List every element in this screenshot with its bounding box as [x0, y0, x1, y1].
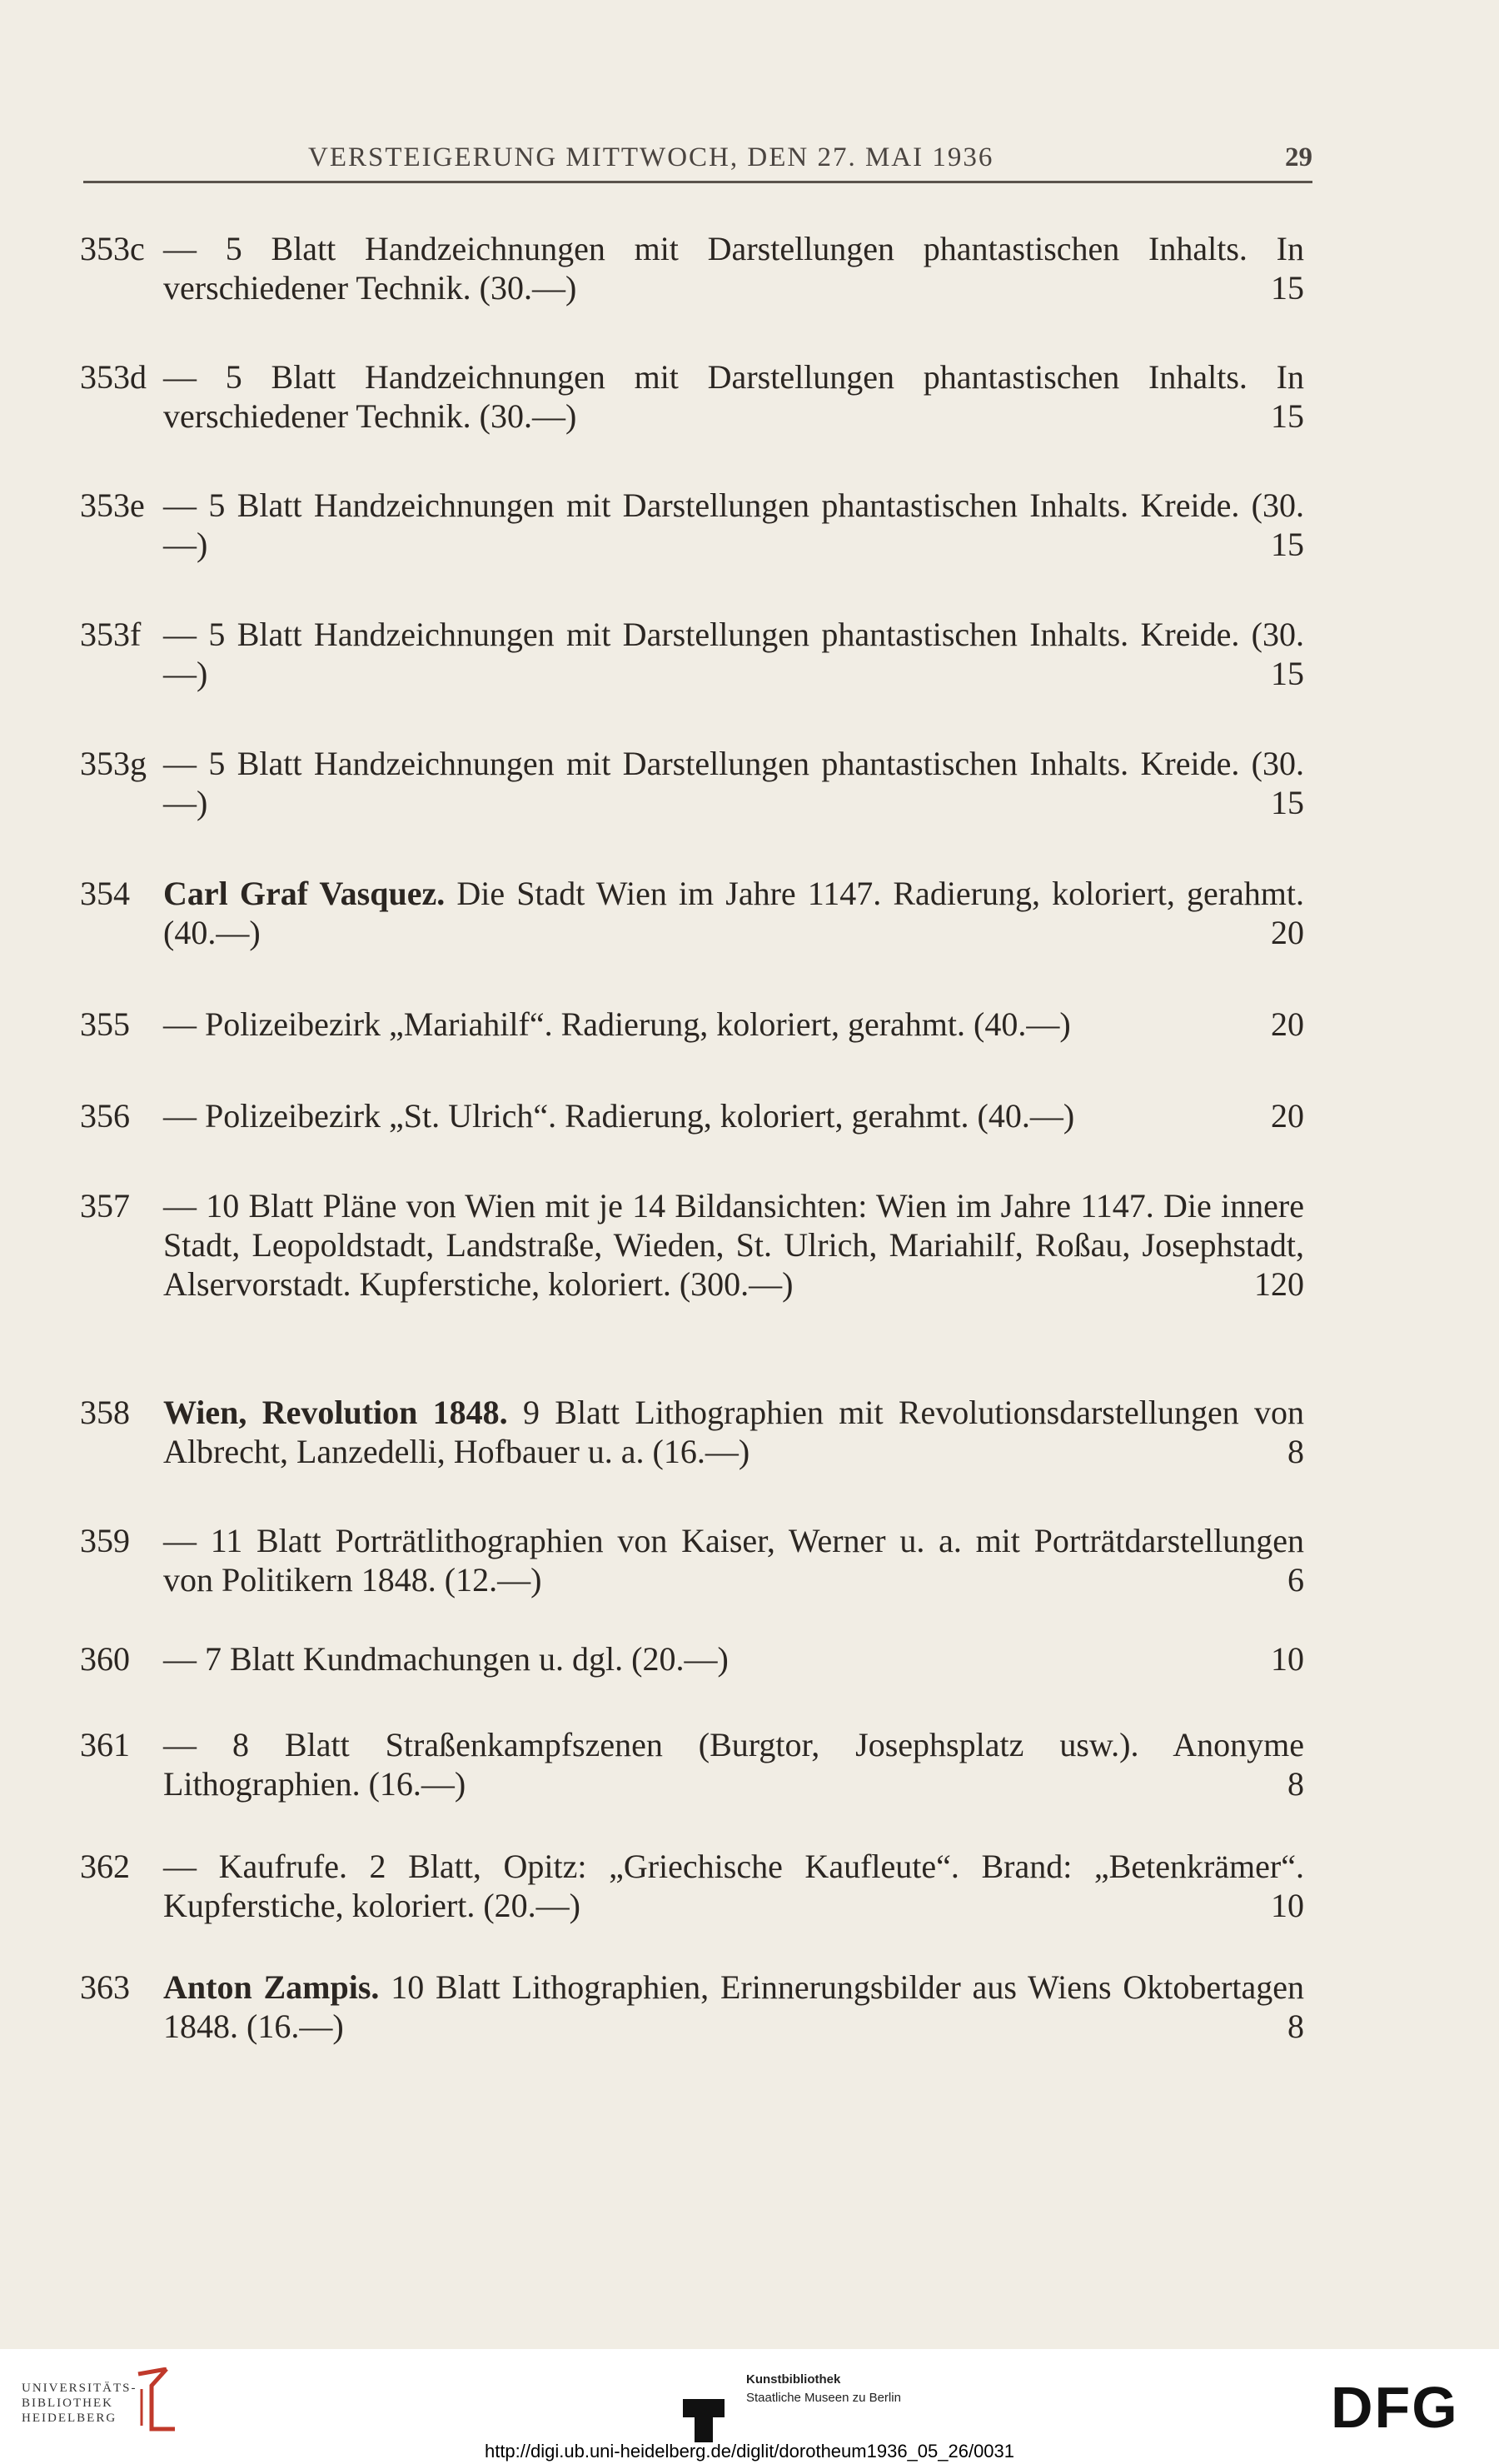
entry-description: — 8 Blatt Straßenkampfszenen (Burgtor, Josephsplatz usw.). Anonyme Lithographien. (16.—): [163, 1726, 1304, 1803]
entry-description: — Polizeibezirk „St. Ulrich“. Radierung, koloriert, gerahmt. (40.—): [163, 1097, 1075, 1135]
dfg-logo: DFG: [1331, 2375, 1459, 2440]
catalog-entry: [80, 357, 1304, 436]
entry-text: [163, 357, 1304, 436]
lot-number: 353f: [80, 616, 142, 653]
entry-text: [163, 1968, 1304, 2046]
entry-description: — 10 Blatt Pläne von Wien mit je 14 Bildansichten: Wien im Jahre 1147. Die innere Stadt, Leopoldstadt, Landstraße, Wieden, St. Ulrich, Mariahilf, Roßau, Josephstadt, Alservorstadt. Kupferstiche, koloriert. (300.—): [163, 1187, 1304, 1303]
entry-price: 15: [1271, 655, 1304, 692]
entry-description: — 11 Blatt Porträtlithographien von Kaiser, Werner u. a. mit Porträtdarstellungen von Politikern 1848. (12.—): [163, 1522, 1304, 1599]
entry-text: [163, 744, 1304, 822]
catalog-entry: [80, 486, 1304, 564]
lot-number: 354: [80, 875, 130, 912]
entry-description: — 5 Blatt Handzeichnungen mit Darstellungen phantastischen Inhalts. Kreide. (30.—): [163, 486, 1304, 563]
entry-price: 120: [1254, 1265, 1304, 1303]
catalog-entry: [80, 874, 1304, 952]
entry-price: 20: [1271, 914, 1304, 951]
university-logo-icon: [133, 2367, 180, 2432]
entry-description: 10 Blatt Lithographien, Erinnerungsbilder aus Wiens Oktobertagen 1848. (16.—): [163, 1968, 1305, 2045]
entry-price: 15: [1271, 397, 1304, 435]
entry-text: [163, 1725, 1304, 1803]
entry-text: [163, 1393, 1304, 1471]
catalog-entry: [80, 615, 1304, 693]
kunstbibliothek-sub: Staatliche Museen zu Berlin: [746, 2391, 901, 2405]
running-title: VERSTEIGERUNG MITTWOCH, DEN 27. MAI 1936: [308, 142, 994, 172]
page-number: 29: [1285, 142, 1312, 172]
entry-price: 15: [1271, 526, 1304, 563]
entry-price: 10: [1271, 1887, 1304, 1924]
lot-number: 357: [80, 1187, 130, 1225]
lot-number: 363: [80, 1968, 130, 2006]
entry-description: 9 Blatt Lithographien mit Revolutionsdarstellungen von Albrecht, Lanzedelli, Hofbauer u. a. (16.—): [163, 1394, 1304, 1470]
entry-price: 10: [1271, 1640, 1304, 1678]
lot-number: 356: [80, 1097, 130, 1135]
entry-text: [163, 1521, 1304, 1599]
catalog-entry: [80, 1847, 1304, 1925]
entry-text: [163, 1639, 1304, 1678]
kunstbibliothek-logo-icon: [683, 2399, 725, 2442]
entry-description: — 5 Blatt Handzeichnungen mit Darstellungen phantastischen Inhalts. In verschiedener Technik. (30.—): [163, 358, 1304, 435]
entry-lead: Wien, Revolution 1848.: [163, 1394, 508, 1431]
entry-price: 20: [1271, 1097, 1304, 1135]
catalog-entry: [80, 1186, 1304, 1304]
catalog-entry: [80, 1639, 1304, 1678]
entry-text: [163, 1005, 1304, 1044]
university-line: UNIVERSITÄTS-: [22, 2382, 137, 2395]
entry-price: 6: [1287, 1561, 1304, 1599]
university-library-name: [22, 2381, 137, 2426]
entry-description: — 5 Blatt Handzeichnungen mit Darstellungen phantastischen Inhalts. In verschiedener Technik. (30.—): [163, 230, 1304, 307]
catalog-entry: [80, 1521, 1304, 1599]
lot-number: 353g: [80, 745, 147, 782]
lot-number: 359: [80, 1522, 130, 1559]
entry-text: [163, 1096, 1304, 1135]
digitization-footer: [0, 2349, 1499, 2464]
entry-text: [163, 1186, 1304, 1304]
university-line: HEIDELBERG: [22, 2412, 117, 2425]
entry-price: 20: [1271, 1005, 1304, 1043]
entry-description: — 5 Blatt Handzeichnungen mit Darstellungen phantastischen Inhalts. Kreide. (30.—): [163, 745, 1304, 821]
catalog-entry: [80, 1005, 1304, 1044]
source-url[interactable]: http://digi.ub.uni-heidelberg.de/diglit/dorotheum1936_05_26/0031: [484, 2441, 1015, 2462]
university-line: BIBLIOTHEK: [22, 2397, 113, 2410]
entry-text: [163, 486, 1304, 564]
entry-text: [163, 1847, 1304, 1925]
catalog-entry: [80, 1968, 1304, 2046]
catalog-entry: [80, 1725, 1304, 1803]
catalog-entry: [80, 1096, 1304, 1135]
entry-price: 8: [1287, 1765, 1304, 1803]
entry-price: 8: [1287, 1433, 1304, 1470]
lot-number: 353c: [80, 230, 145, 267]
lot-number: 361: [80, 1726, 130, 1763]
entry-price: 15: [1271, 269, 1304, 307]
lot-number: 360: [80, 1640, 130, 1678]
catalog-entry: [80, 1393, 1304, 1471]
catalog-entry: [80, 229, 1304, 307]
entry-price: 8: [1287, 2008, 1304, 2045]
entry-text: [163, 874, 1304, 952]
entry-description: — Kaufrufe. 2 Blatt, Opitz: „Griechische Kaufleute“. Brand: „Betenkrämer“. Kupferstiche, koloriert. (20.—): [163, 1848, 1304, 1924]
entry-description: — 7 Blatt Kundmachungen u. dgl. (20.—): [163, 1640, 729, 1678]
entry-lead: Anton Zampis.: [163, 1968, 380, 2006]
lot-number: 355: [80, 1005, 130, 1043]
entry-description: — 5 Blatt Handzeichnungen mit Darstellungen phantastischen Inhalts. Kreide. (30.—): [163, 616, 1304, 692]
lot-number: 353d: [80, 358, 147, 396]
entry-text: [163, 229, 1304, 307]
entry-price: 15: [1271, 784, 1304, 821]
entry-description: Die Stadt Wien im Jahre 1147. Radierung, koloriert, gerahmt. (40.—): [163, 875, 1305, 951]
lot-number: 353e: [80, 486, 145, 524]
lot-number: 362: [80, 1848, 130, 1885]
kunstbibliothek-name: Kunstbibliothek: [746, 2372, 841, 2387]
entry-text: [163, 615, 1304, 693]
lot-number: 358: [80, 1394, 130, 1431]
kunstbibliothek-label: [746, 2371, 901, 2407]
catalog-entry: [80, 744, 1304, 822]
header-rule: [83, 181, 1312, 183]
entry-description: — Polizeibezirk „Mariahilf“. Radierung, koloriert, gerahmt. (40.—): [163, 1005, 1071, 1043]
entry-lead: Carl Graf Vasquez.: [163, 875, 446, 912]
running-head: [83, 137, 1312, 178]
